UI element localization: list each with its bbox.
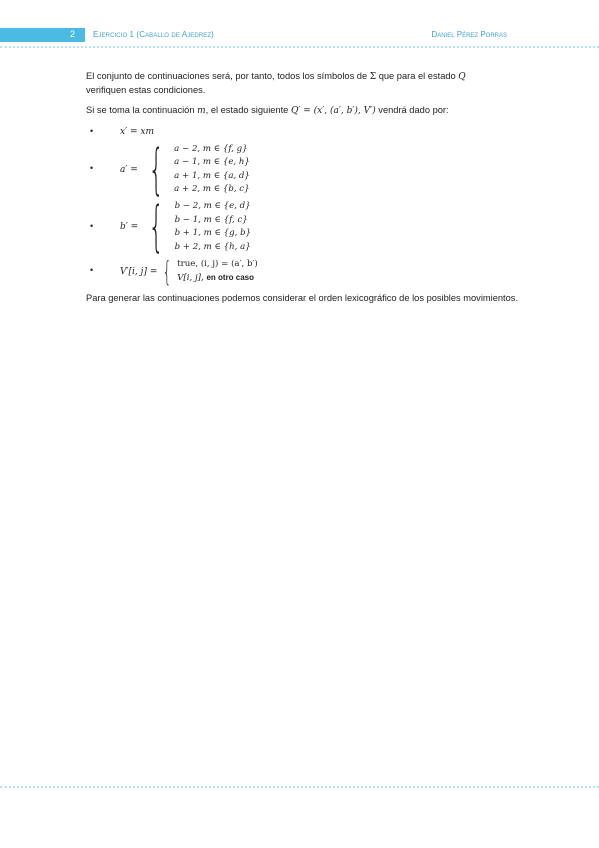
case-math: V[i, j], xyxy=(177,273,204,284)
footer-divider xyxy=(0,786,599,788)
page-body xyxy=(86,70,526,312)
p2-text-middle: , el estado siguiente xyxy=(205,105,291,115)
p1-text-before: El conjunto de continuaciones será, por tanto, todos los símbolos de xyxy=(86,71,370,81)
case-row: a − 2, m ∈ {f, g} xyxy=(174,143,248,154)
case-row: a + 2, m ∈ {b, c} xyxy=(174,183,250,194)
continuation-m: m xyxy=(197,106,206,116)
p1-text-middle: que para el estado xyxy=(376,71,459,81)
case-row: b + 2, m ∈ {h, a} xyxy=(174,241,251,252)
case-row: true, (i, j) = (a′, b′) xyxy=(177,258,258,269)
header-accent-bar xyxy=(0,28,85,42)
formula-a-lhs: a′ = xyxy=(120,164,138,175)
formula-b-lhs: b′ = xyxy=(120,222,139,233)
header-divider xyxy=(0,46,599,48)
case-otherwise-text: en otro caso xyxy=(206,273,255,283)
paragraph-3: Para generar las continuaciones podemos considerar el orden lexicográfico de los posibles movimientos. xyxy=(86,292,519,303)
case-row: a + 1, m ∈ {a, d} xyxy=(174,170,250,181)
p2-text-before: Si se toma la continuación xyxy=(86,105,198,115)
cases-a xyxy=(174,143,250,197)
list-item-b xyxy=(86,195,526,259)
p1-text-after: verifiquen estas condiciones. xyxy=(86,85,206,95)
bullet: • xyxy=(90,220,94,231)
page-header xyxy=(0,28,599,42)
case-row: b − 1, m ∈ {f, c} xyxy=(174,214,248,225)
formula-x: x′ = xm xyxy=(120,127,154,137)
p2-text-after: vendrá dado por: xyxy=(375,105,449,115)
state-q-symbol: Q xyxy=(458,72,466,82)
header-title: Ejercicio 1 (Caballo de Ajedrez) xyxy=(93,30,214,39)
next-state-formula: Q′ = (x′, (a′, b′), V′) xyxy=(290,106,376,116)
page-number: 2 xyxy=(70,29,76,39)
cases-v xyxy=(177,258,258,286)
list-item-a xyxy=(86,137,526,201)
header-author: Daniel Pérez Porras xyxy=(431,30,507,39)
list-item-v xyxy=(86,254,526,288)
left-brace: { xyxy=(148,195,165,259)
left-brace: { xyxy=(148,137,164,201)
paragraph-2 xyxy=(86,104,526,118)
bullet: • xyxy=(90,265,94,276)
case-row: a − 1, m ∈ {e, h} xyxy=(174,157,250,168)
left-brace: { xyxy=(162,254,172,288)
definition-list xyxy=(86,125,526,286)
formula-v-lhs: V′[i, j] = xyxy=(120,266,158,277)
bullet: • xyxy=(90,126,94,136)
case-row: b + 1, m ∈ {g, b} xyxy=(174,228,252,239)
cases-b xyxy=(175,200,251,254)
paragraph-1 xyxy=(86,70,526,97)
bullet: • xyxy=(90,163,94,173)
sigma-symbol: Σ xyxy=(369,72,377,82)
case-row: b − 2, m ∈ {e, d} xyxy=(174,201,251,212)
